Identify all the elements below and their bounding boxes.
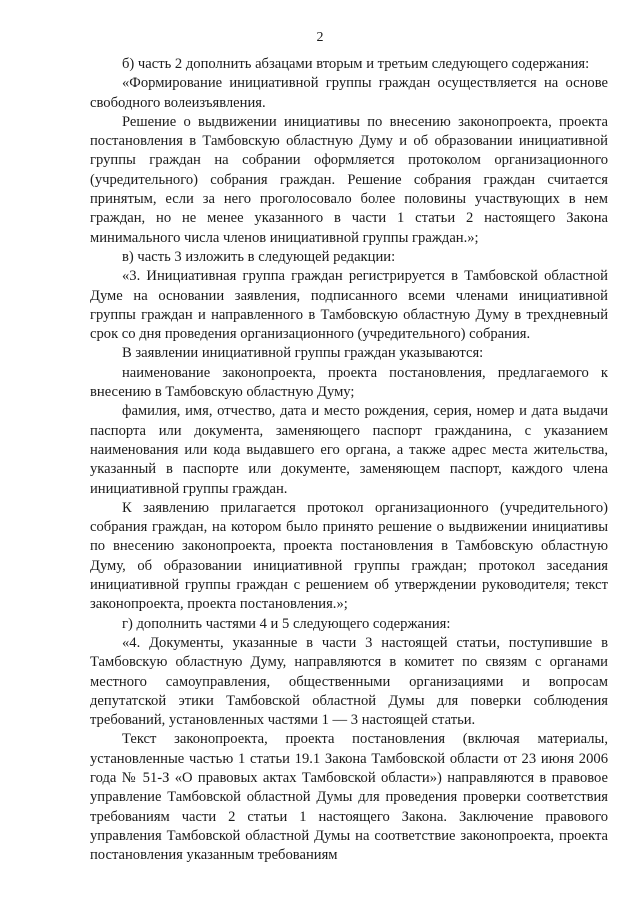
paragraph: наименование законопроекта, проекта постановления, предлагаемого к внесению в Тамбовскую областную Думу; [90,364,608,401]
paragraph: б) часть 2 дополнить абзацами вторым и третьим следующего содержания: [122,56,590,72]
document-body [90,55,608,865]
paragraph: Текст законопроекта, проекта постановления (включая материалы, установленные частью 1 статьи 19.1 Закона Тамбовской области от 23 июня 2006 года № 51-З «О правовых актах Тамбовской области») направляются в правовое управление Тамбовской областной Думы для проведения проверки соответствия требованиям части 2 статьи 1 настоящего Закона. Заключение правового управления Тамбовской областной Думы на соответствие законопроекта, проекта постановления указанным требованиям [90,731,608,864]
paragraph: В заявлении инициативной группы граждан указываются: [122,345,484,362]
paragraph: Решение о выдвижении инициативы по внесению законопроекта, проекта постановления в Тамбовскую областную Думу и об образовании инициативной группы граждан на собрании оформляется протоколом организационного (учредительного) собрания граждан. Решение собрания граждан считается принятым, если за него проголосовало более половины участвующих в нем граждан, но не менее указанного в части 1 статьи 2 настоящего Закона минимального числа членов инициативной группы граждан.»; [90,113,608,246]
paragraph: «4. Документы, указанные в части 3 настоящей статьи, поступившие в Тамбовскую областную Думу, направляются в комитет по связям с органами местного самоуправления, общественными организациями и вопросам депутатской этики Тамбовской областной Думы для поверки соблюдения требований, установленных частями 1 — 3 настоящей статьи. [90,634,608,729]
paragraph: К заявлению прилагается протокол организационного (учредительного) собрания граждан, на котором было принято решение о выдвижении инициативы по внесению законопроекта, проекта постановления в Тамбовскую областную Думу, об образовании инициативной группы граждан; протокол заседания инициативной группы граждан с решением об утверждении руководителя; текст законопроекта, проекта постановления.»; [90,499,608,613]
paragraph: фамилия, имя, отчество, дата и место рождения, серия, номер и дата выдачи паспорта или документа, заменяющего паспорт гражданина, с указанием наименования или кода выдавшего его органа, а также адрес места жительства, указанный в паспорте или документе, заменяющем паспорт, каждого члена инициативной группы граждан. [90,403,608,497]
paragraph: г) дополнить частями 4 и 5 следующего содержания: [122,615,451,632]
paragraph: «Формирование инициативной группы граждан осуществляется на основе свободного волеизъявления. [90,75,608,111]
paragraph: «3. Инициативная группа граждан регистрируется в Тамбовской областной Думе на основании заявления, подписанного всеми членами инициативной группы граждан и направленного в Тамбовскую областную Думу в трехдневный срок со дня проведения организационного (учредительного) собрания. [90,268,608,343]
page-number: 2 [316,30,324,45]
paragraph: в) часть 3 изложить в следующей редакции: [122,248,396,265]
